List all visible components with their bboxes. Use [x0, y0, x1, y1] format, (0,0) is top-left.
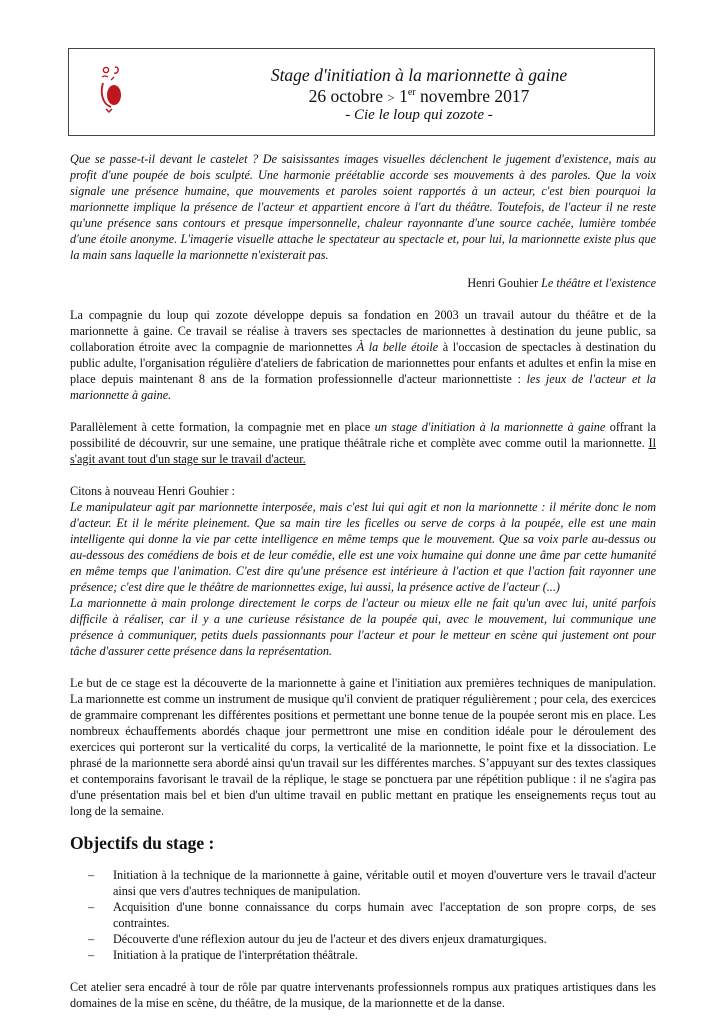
stage-paragraph [70, 419, 656, 467]
stage-emphasis: Il s'agit avant tout d'un stage sur le travail d'acteur. [70, 436, 656, 466]
opening-quote: Que se passe-t-il devant le castelet ? De saisissantes images visuelles déclenchent le jugement d'existence, mais au profit d'une poupée de bois sculpté. Une harmonie préétablie accorde ses mouvements à des paroles. Que la voix signale une présence humaine, que mouvements et paroles soient rapportés à un acteur, c'est bien pourquoi la marionnette implique la présence de l'acteur et appartient encore à l'art du théâtre. Toutefois, de l'acteur il ne reste qu'une présence sans contours et presque impersonnelle, chaleur rayonnante d'une source cachée, lumière tombée d'une étoile anonyme. L'imagerie visuelle attache le spectateur au spectacle et, pour lui, la marionnette existe plus que la main sans laquelle la marionnette n'existerait pas. [70, 152, 656, 262]
objective-text: Acquisition d'une bonne connaissance du corps humain avec l'acceptation de son propre corps, de ses contraintes. [113, 900, 656, 930]
objective-item [70, 931, 656, 947]
partner-company-name: À la belle étoile [356, 340, 439, 354]
date-day: 1 [399, 86, 408, 106]
bullet-dash: – [88, 900, 95, 914]
objectives-heading: Objectifs du stage : [70, 833, 215, 853]
date-separator: > [387, 90, 395, 105]
date-superscript: er [407, 87, 416, 99]
company-text-c: à l'occasion de spectacles à destination du public adulte, l'organisation régulière d'ateliers de fabrication de marionnettes pour enfants et adultes et enfin la mise en place depuis maintenant 8 ans de la formation professionnelle d'acteur marionnettiste : [70, 340, 656, 386]
bullet-dash: – [88, 948, 95, 962]
quote-author: Henri Gouhier [467, 276, 539, 290]
closing-paragraph: Cet atelier sera encadré à tour de rôle par quatre intervenants professionnels rompus aux pratiques artistiques dans les domaines de la mise en scène, du théâtre, de la musique, de la marionnette et de la danse. [70, 980, 656, 1010]
puppet-logo-icon [97, 63, 127, 115]
stage-dates [219, 86, 619, 107]
objective-item [70, 899, 656, 931]
document-body [70, 151, 656, 1011]
company-paragraph [70, 307, 656, 403]
training-title: les jeux de l'acteur et la marionnette à gaine. [70, 372, 657, 402]
quote-citation [70, 275, 656, 291]
objective-item [70, 867, 656, 899]
stage-name: un stage d'initiation à la marionnette à gaine [374, 420, 606, 434]
date-end: novembre 2017 [420, 86, 530, 106]
date-start: 26 octobre [308, 86, 383, 106]
objective-text: Initiation à la pratique de l'interprétation théâtrale. [113, 948, 358, 962]
company-text-a: La compagnie du loup qui zozote développe depuis sa fondation en 2003 un travail autour du théâtre et de la marionnette à gaine. Ce travail se réalise à travers ses spectacles de marionnettes à destination du jeune public, sa collaboration étroite avec la compagnie de marionnettes [70, 308, 656, 354]
objective-text: Initiation à la technique de la marionnette à gaine, véritable outil et moyen d'ouverture vers le travail d'acteur ainsi que vers d'autres techniques de manipulation. [113, 868, 656, 898]
objective-text: Découverte d'une réflexion autour du jeu de l'acteur et des divers enjeux dramaturgiques. [113, 932, 547, 946]
objectives-list [70, 867, 656, 963]
company-name: - Cie le loup qui zozote - [345, 107, 493, 123]
bullet-dash: – [88, 868, 95, 882]
objective-item [70, 947, 656, 963]
second-quote-part2: La marionnette à main prolonge directement le corps de l'acteur ou mieux elle ne fait qu'un avec lui, unité parfois difficile à réaliser, car il y a une curieuse résistance de la poupée qui, avec le mouvement, lui communique une présence à communiquer, petits duels passionnants pour l'acteur et pour le metteur en scène qui justement ont pour tâche d'assurer cette présence dans la représentation. [70, 596, 656, 658]
second-quote-intro: Citons à nouveau Henri Gouhier : [70, 484, 235, 498]
second-quote-part1: Le manipulateur agit par marionnette interposée, mais c'est lui qui agit et non la marionnette : il mérite donc le nom d'acteur. Et il le mérite pleinement. Que sa main tire les ficelles ou serve de corps à la poupée, elle est une main intelligente qui donne la vie par cette intelligence en même temps que le mouvement. Que sa voix parle au-dessus ou au-dessous des comédiens de bois et de leur comédie, elle est une voix humaine qui donne une âme par cette humanité en même temps que l'animation. C'est dire qu'une présence est intérieure à l'action et que l'action fait rayonner une présence; c'est dire que le théâtre de marionnettes exige, lui aussi, la présence active de l'acteur (...) [70, 500, 656, 594]
goal-paragraph: Le but de ce stage est la découverte de la marionnette à gaine et l'initiation aux premières techniques de manipulation. La marionnette est comme un instrument de musique qu'il convient de pratiquer régulièrement ; pour cela, des exercices de grammaire comprenant les différentes positions et permettant une bonne tenue de la poupée seront mis en place. Les nombreux échauffements abordés chaque jour permettront une mise en condition idéale pour le déroulement des exercices qui porteront sur la verticalité du corps, la verticalité de la marionnette, le point fixe et la dissociation. Le phrasé de la marionnette sera abordé ainsi qu'un travail sur les différentes marches. S’appuyant sur des textes classiques et contemporains favorisant le travail de la réplique, le stage se ponctuera par une répétition publique : il ne s'agira pas d'une présentation mais bel et bien d'un ultime travail en public mettant en pratique les enseignements reçus tout au long de la semaine. [70, 676, 656, 818]
stage-text-a: Parallèlement à cette formation, la compagnie met en place [70, 420, 375, 434]
header-box [68, 48, 655, 136]
stage-text-c: offrant la possibilité de découvrir, sur une semaine, une pratique théâtrale riche et complète avec comme outil la marionnette. [70, 420, 657, 450]
stage-title: Stage d'initiation à la marionnette à gaine [270, 65, 568, 85]
quote-book: Le théâtre et l'existence [541, 276, 656, 290]
bullet-dash: – [88, 932, 95, 946]
